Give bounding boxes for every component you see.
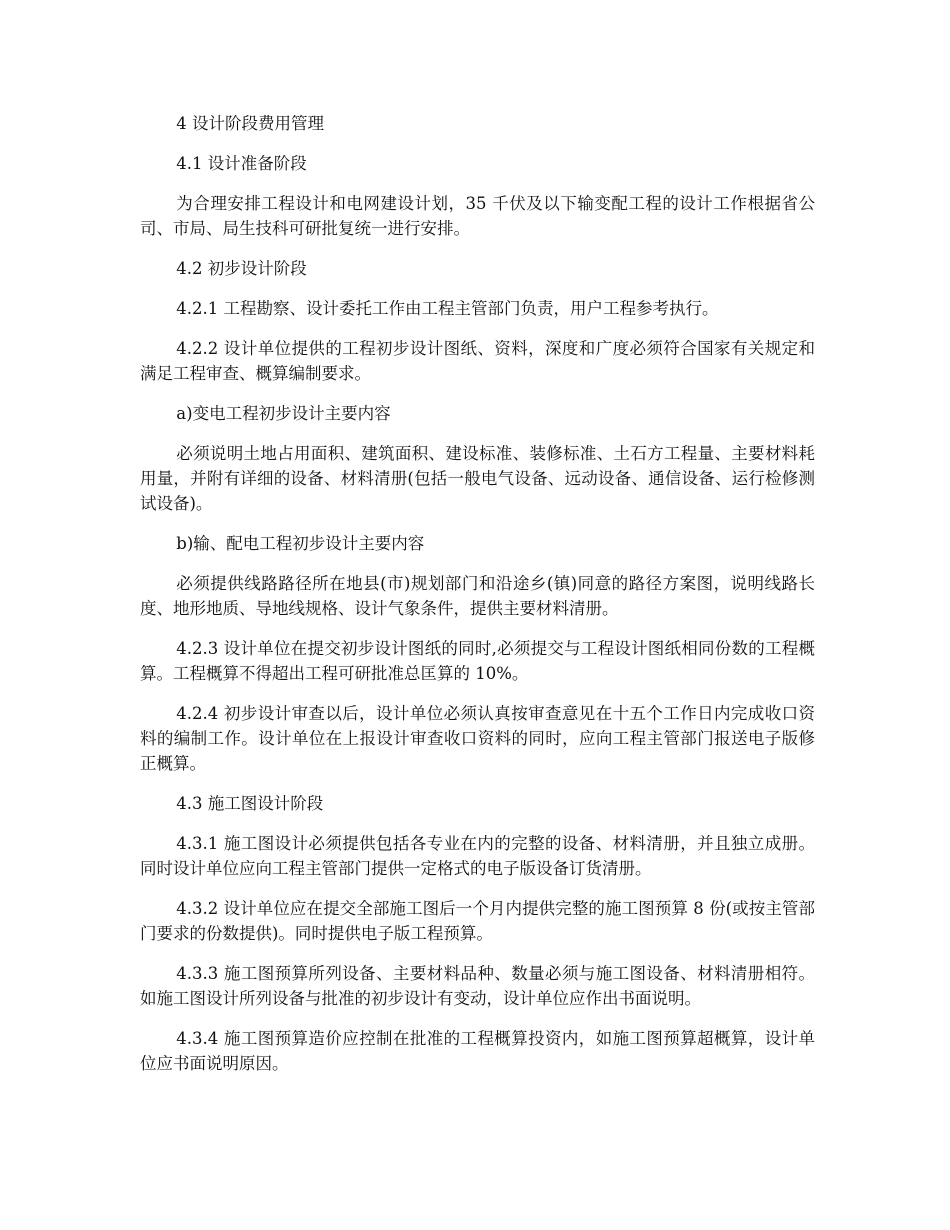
section-heading: 4 设计阶段费用管理 — [176, 114, 325, 133]
subsection-heading: 4.3 施工图设计阶段 — [176, 794, 324, 813]
clause-paragraph: 4.3.1 施工图设计必须提供包括各专业在内的完整的设备、材料清册，并且独立成册。同时设计单位应向工程主管部门提供一定格式的电子版设备订货清册。 — [140, 834, 815, 878]
clause-paragraph: 4.2.4 初步设计审查以后，设计单位必须认真按审查意见在十五个工作日内完成收口资料的编制工作。设计单位在上报设计审查收口资料的同时，应向工程主管部门报送电子版修正概算。 — [140, 704, 815, 773]
subsection-heading: 4.1 设计准备阶段 — [176, 154, 307, 173]
body-paragraph: 必须说明土地占用面积、建筑面积、建设标准、装修标准、土石方工程量、主要材料耗用量，并附有详细的设备、材料清册(包括一般电气设备、远动设备、通信设备、运行检修测试设备)。 — [140, 444, 815, 513]
body-paragraph: 必须提供线路路径所在地县(市)规划部门和沿途乡(镇)同意的路径方案图，说明线路长度、地形地质、导地线规格、设计气象条件，提供主要材料清册。 — [140, 574, 815, 618]
clause-paragraph: 4.3.2 设计单位应在提交全部施工图后一个月内提供完整的施工图预算 8 份(或按主管部门要求的份数提供)。同时提供电子版工程预算。 — [140, 899, 815, 943]
item-heading: b)输、配电工程初步设计主要内容 — [176, 534, 425, 553]
clause-paragraph: 4.2.3 设计单位在提交初步设计图纸的同时,必须提交与工程设计图纸相同份数的工程概算。工程概算不得超出工程可研批准总匡算的 10%。 — [140, 639, 815, 683]
body-paragraph: 为合理安排工程设计和电网建设计划，35 千伏及以下输变配工程的设计工作根据省公司、市局、局生技科可研批复统一进行安排。 — [140, 194, 815, 238]
clause-paragraph: 4.3.3 施工图预算所列设备、主要材料品种、数量必须与施工图设备、材料清册相符。如施工图设计所列设备与批准的初步设计有变动，设计单位应作出书面说明。 — [140, 964, 815, 1008]
clause-paragraph: 4.2.2 设计单位提供的工程初步设计图纸、资料，深度和广度必须符合国家有关规定和满足工程审查、概算编制要求。 — [140, 339, 815, 383]
item-heading: a)变电工程初步设计主要内容 — [176, 404, 391, 423]
clause-paragraph: 4.3.4 施工图预算造价应控制在批准的工程概算投资内，如施工图预算超概算，设计单位应书面说明原因。 — [140, 1029, 815, 1073]
document-body — [140, 111, 815, 1091]
clause-paragraph: 4.2.1 工程勘察、设计委托工作由工程主管部门负责，用户工程参考执行。 — [176, 299, 719, 318]
subsection-heading: 4.2 初步设计阶段 — [176, 259, 307, 278]
